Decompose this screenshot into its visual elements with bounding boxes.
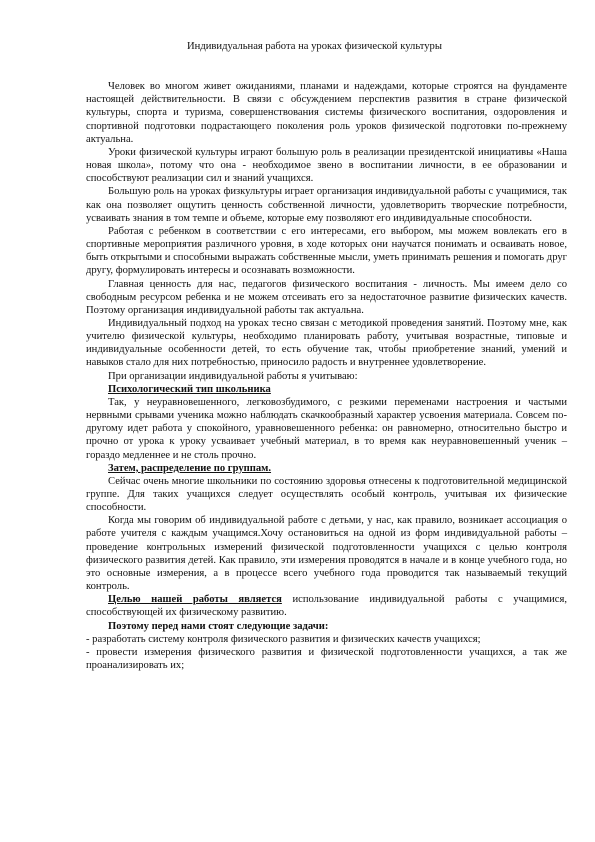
page-title: Индивидуальная работа на уроках физической культуры — [187, 41, 442, 52]
goal-text: использование индивидуальной работы с учащимися, способствующей их физическому развитию. — [86, 594, 567, 619]
paragraph-considerations: При организации индивидуальной работы я учитываю: — [108, 370, 358, 382]
heading-groups — [86, 462, 567, 475]
paragraph-measurements: Когда мы говорим об индивидуальной работе с детьми, у нас, как правило, возникает ассоциация о работе учителя с каждым учащимся.Хочу остановиться на одной из форм индивидуальной работы – проведение контрольных измерений физической подготовленности учащихся с целью контроля физического развития детей. Как правило, эти измерения проводятся в начале и в конце учебного года, но это основные измерения, а в процессе всего учебного года проводится так называемый текущий контроль. — [86, 515, 567, 593]
paragraph-individual-work: Большую роль на уроках физкультуры играет организация индивидуальной работы с учащимися, так как она позволяет ощутить ценность собственной личности, удовлетворить творческие потребности, усваивать знания в том темпе и объеме, которые ему позволяют его индивидуальные способности. — [86, 186, 567, 224]
goal-label: Целью нашей работы является — [108, 594, 282, 606]
heading-psych-type-text: Психологический тип школьника — [108, 383, 271, 395]
paragraph-medical-group: Сейчас очень многие школьники по состоянию здоровья отнесены к подготовительной медицинской группе. Для таких учащихся следует осуществлять особый контроль, учитывая их физические способности. — [86, 475, 567, 514]
heading-tasks-text: Поэтому перед нами стоят следующие задачи: — [108, 620, 329, 632]
heading-psych-type — [86, 383, 567, 396]
task-item: - провести измерения физического развития и физической подготовленности учащихся, а так же проанализировать их; — [86, 646, 567, 672]
paragraph-lessons-role: Уроки физической культуры играют большую роль в реализации президентской инициативы «Наша новая школа», потому что она - необходимое звено в воспитании личности, в ее образовании и способствуют реализации сил и знаний учащихся. — [86, 146, 567, 185]
paragraph-intro: Человек во многом живет ожиданиями, планами и надеждами, которые строятся на фундаменте настоящей действительности. В связи с обсуждением перспектив развития в стране физической культуры, спорта и туризма, совершенствования системы физического воспитания, оздоровления и спортивной подготовки подрастающего поколения роль уроков физической подготовки по-прежнему актуальна. — [86, 81, 567, 145]
heading-groups-text: Затем, распределение по группам. — [108, 462, 272, 474]
paragraph-individual-approach: Индивидуальный подход на уроках тесно связан с методикой проведения занятий. Поэтому мне, как учителю физической культуры, необходимо планировать работу, учитывая возрастные, типовые и индивидуальные особенности детей, то есть обучение так, чтобы приобретение знаний, умений и навыков стало для них потребностью, приносило радость и внутреннее удовлетворение. — [86, 317, 567, 369]
paragraph-goal — [86, 593, 567, 619]
paragraph-psych-type: Так, у неуравновешенного, легковозбудимого, с резкими переменами настроения и частыми нервными срывами ученика можно наблюдать скачкообразный характер усвоения материала. Совсем по-другому идет работа у спокойного, уравновешенного ребенка: он равномерно, относительно быстро и прочно от урока к уроку усваивает учебный материал, в то время как неуравновешенный ученик – гораздо медленнее и не столь прочно. — [86, 396, 567, 461]
task-item: - разработать систему контроля физического развития и физических качеств учащихся; — [86, 633, 481, 645]
paragraph-child-interests: Работая с ребенком в соответствии с его интересами, его выбором, мы можем вовлекать его в спортивные мероприятия различного уровня, в ходе которых они научатся понимать и осваивать новое, быть открытыми и способными выражать собственные мысли, уметь принимать решения и помогать друг другу, формулировать интересы и осознавать возможности. — [86, 225, 567, 277]
paragraph-main-value: Главная ценность для нас, педагогов физического воспитания - личность. Мы имеем дело со свободным ресурсом ребенка и не можем отсеивать его за недостаточное развитие физических качеств. Поэтому организация индивидуальной работы так актуальна. — [86, 278, 567, 316]
heading-tasks — [86, 620, 567, 633]
